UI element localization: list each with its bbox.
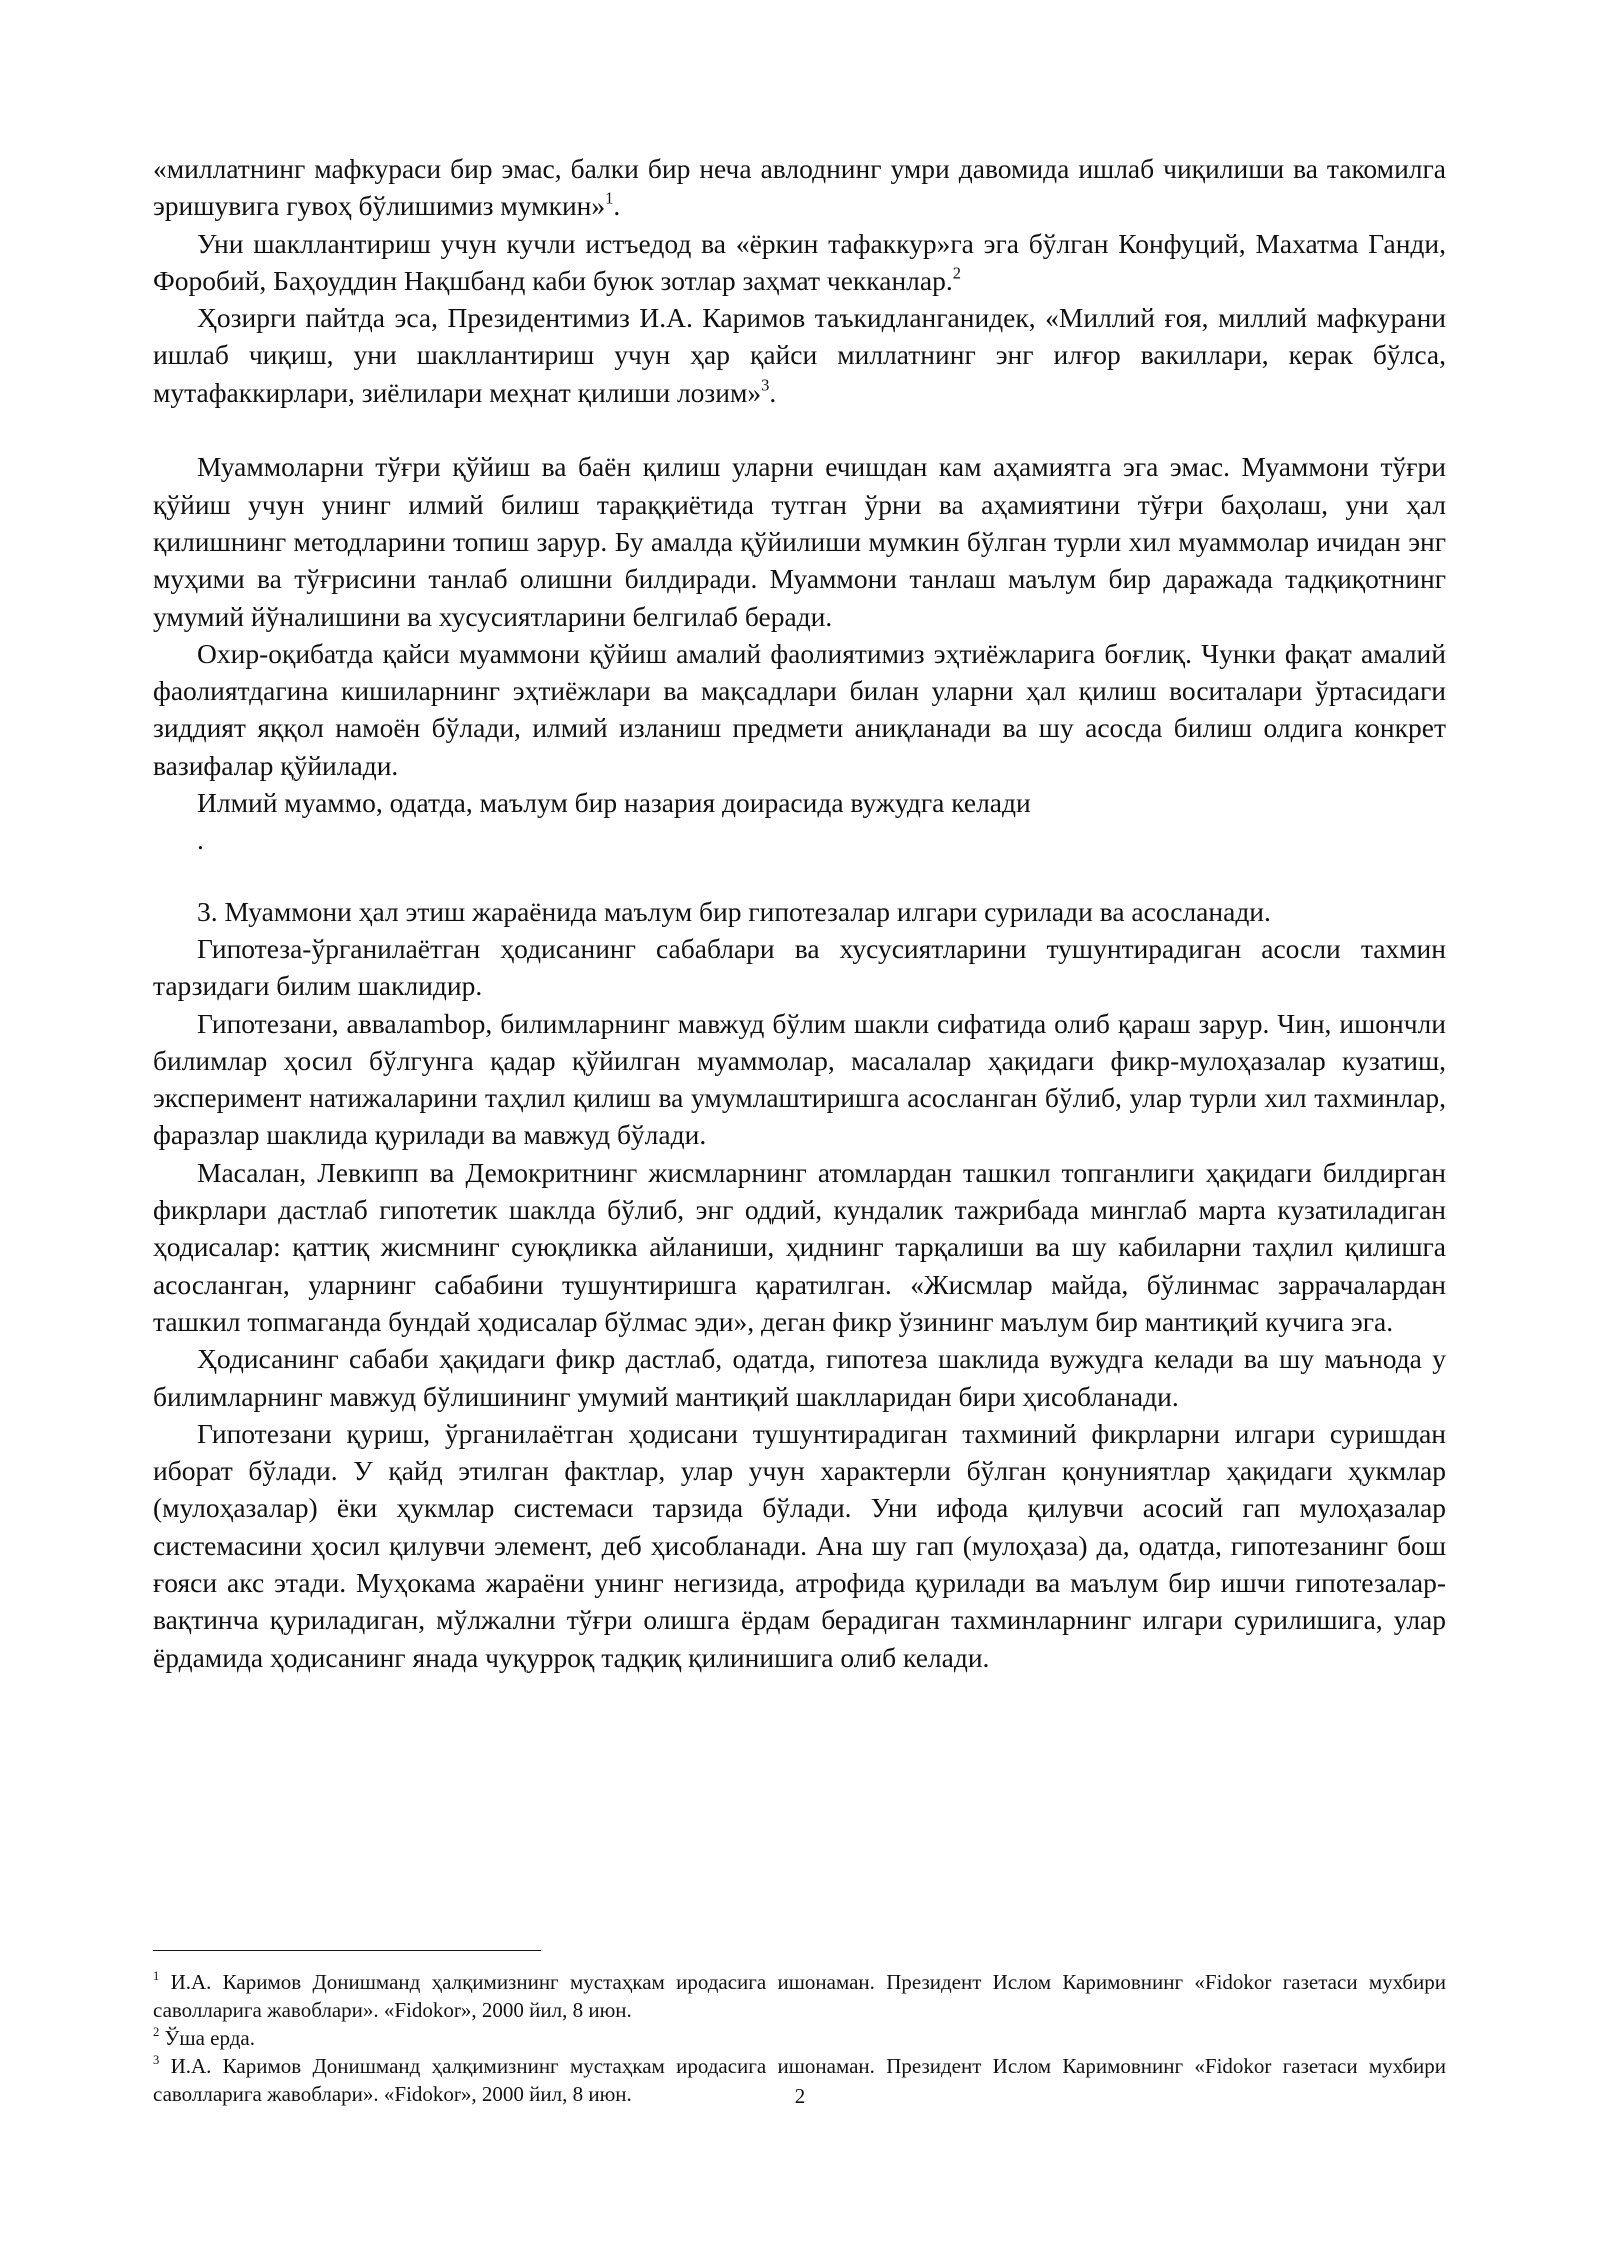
page-number: 2 (794, 2084, 806, 2108)
footnote-3: $^3$ И.А. Каримов Донишманд ҳалқимизнинг мустаҳкам иродасига ишонаман. Президент Ислом Каримовнинг «Fidokor газетаси мухбири саволларига жавоблари». «Fidokor», 2000 йил, 8 июн. (153, 2053, 1446, 2106)
paragraph-11: Ҳодисанинг сабаби ҳақидаги фикр дастлаб, одатда, гипотеза шаклида вужудга келади ва шу маънода у билимларнинг мавжуд бўлишининг умумий мантиқий шаклларидан бири ҳисобланади. (153, 1343, 1446, 1412)
paragraph-gap (153, 411, 1446, 448)
paragraph-5: Охир-оқибатда қайси муаммони қўйиш амалий фаолиятимиз эҳтиёжларига боғлиқ. Чунки фақат амалий фаолиятдагина кишиларнинг эҳтиёжлари ва мақсадлари билан уларни ҳал қилиш воситалари ўртасидаги зиддият яққол намоён бўлади, илмий изланиш предмети аниқланади ва шу асосда билиш олдига конкрет вазифалар қўйилади. (153, 637, 1446, 781)
footnote-1: $^1$ И.А. Каримов Донишманд ҳалқимизнинг мустаҳкам иродасига ишонаман. Президент Ислом Каримовнинг «Fidokor газетаси мухбири саволларига жавоблари». «Fidokor», 2000 йил, 8 июн. (153, 1969, 1446, 2022)
paragraph-6-dot: . (197, 824, 204, 856)
paragraph-12: Гипотезани қуриш, ўрганилаётган ҳодисани тушунтирадиган тахминий фикрларни илгари суришдан иборат бўлади. У қайд этилган фактлар, улар учун характерли бўлган қонуниятлар ҳақидаги ҳукмлар (мулоҳазалар) ёки ҳукмлар системаси тарзида бўлади. Уни ифода қилувчи асосий гап мулоҳазалар системасини ҳосил қилувчи элемент, деб ҳисобланади. Ана шу гап (мулоҳаза) да, одатда, гипотезанинг бош ғояси акс этади. Муҳокама жараёни унинг негизида, атрофида қурилади ва маълум бир ишчи гипотезалар-вақтинча қуриладиган, мўлжални тўғри олишга ёрдам берадиган тахминларнинг илгари сурилишига, улар ёрдамида ҳодисанинг янада чуқурроқ тадқиқ қилинишига олиб келади. (153, 1417, 1446, 1673)
footnote-ref-1[interactable]: 1 (605, 188, 614, 208)
paragraph-6: Илмий муаммо, одатда, маълум бир назария доирасида вужудга келади (197, 787, 1031, 819)
paragraph-7: 3. Муаммони ҳал этиш жараёнида маълум бир гипотезалар илгари сурилади ва асосланади. (197, 895, 1271, 927)
body-text (153, 150, 1446, 1676)
paragraph-10: Масалан, Левкипп ва Демокритнинг жисмларнинг атомлардан ташкил топганлиги ҳақидаги билдирган фикрлари дастлаб гипотетик шаклда бўлиб, энг оддий, кундалик тажрибада минглаб марта кузатиладиган ҳодисалар: қаттиқ жисмнинг суюқликка айланиши, ҳиднинг тарқалиши ва шу кабиларни таҳлил қилишга асосланган, уларнинг сабабини тушунтиришга қаратилган. «Жисмлар майда, бўлинмас заррачалардан ташкил топмаганда бундай ҳодисалар бўлмас эди», деган фикр ўзининг маълум бир мантиқий кучига эга. (153, 1156, 1446, 1337)
footnote-2: $^2$ Ўша ерда. (153, 2025, 255, 2050)
paragraph-4: Муаммоларни тўғри қўйиш ва баён қилиш уларни ечишдан кам аҳамиятга эга эмас. Муаммони тўғри қўйиш учун унинг илмий билиш тараққиётида тутган ўрни ва аҳамиятини тўғри баҳолаш, уни ҳал қилишнинг методларини топиш зарур. Бу амалда қўйилиши мумкин бўлган турли хил муаммолар ичидан энг муҳими ва тўғрисини танлаб олишни билдиради. Муаммони танлаш маълум бир даражада тадқиқотнинг умумий йўналишини ва хусусиятларини белгилаб беради. (153, 451, 1446, 632)
footnote-ref-3[interactable]: 3 (761, 375, 770, 395)
footnote-separator (153, 1950, 541, 1951)
paragraph-2: Уни шакллантириш учун кучли истъедод ва «ёркин тафаккур»га эга бўлган Конфуций, Махатма Ганди, Форобий, Баҳоуддин Нақшбанд каби буюк зотлар заҳмат чекканлар.$^2$ (153, 227, 1446, 296)
paragraph-3: Ҳозирги пайтда эса, Президентимиз И.А. Каримов таъкидланганидек, «Миллий ғоя, миллий мафкурани ишлаб чиқиш, уни шакллантириш учун ҳар қайси миллатнинг энг илғор вакиллари, керак бўлса, мутафаккирлари, зиёлилари меҳнат қилиши лозим»$^3$. (153, 302, 1446, 408)
paragraph-1: «миллатнинг мафкураси бир эмас, балки бир неча авлоднинг умри давомида ишлаб чиқилиши ва такомилга эришувига гувоҳ бўлишимиз мумкин»$^1$. (153, 153, 1446, 222)
footnote-ref-2[interactable]: 2 (952, 263, 961, 283)
paragraph-9: Гипотезани, аввалambор, билимларнинг мавжуд бўлим шакли сифатида олиб қараш зарур. Чин, ишончли билимлар ҳосил бўлгунга қадар қўйилган муаммолар, масалалар ҳақидаги фикр-мулоҳазалар кузатиш, эксперимент натижаларини таҳлил қилиш ва умумлаштиришга асосланган бўлиб, улар турли хил тахминлар, фаразлар шаклида қурилади ва мавжуд бўлади. (153, 1007, 1446, 1151)
paragraph-gap (153, 859, 1446, 893)
paragraph-8: Гипотеза-ўрганилаётган ҳодисанинг сабаблари ва хусусиятларини тушунтирадиган асосли тахмин тарзидаги билим шаклидир. (153, 932, 1446, 1002)
